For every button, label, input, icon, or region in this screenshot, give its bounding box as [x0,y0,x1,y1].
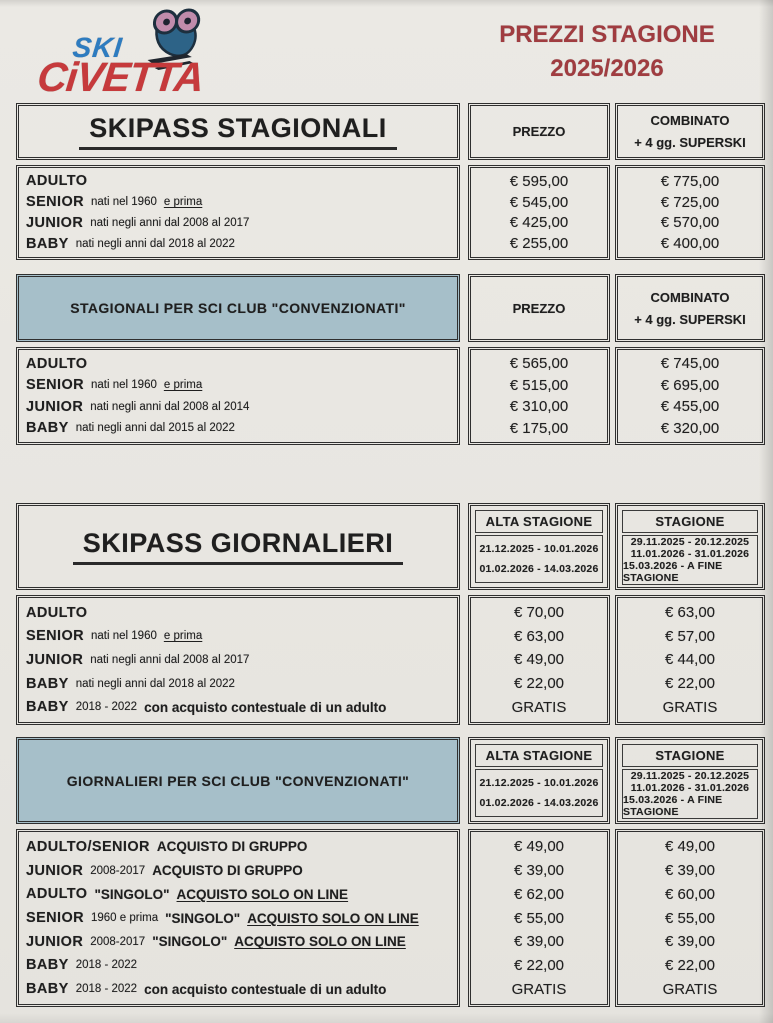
price-value: € 745,00 [660,355,720,373]
row-category: SENIOR [26,628,84,645]
row-note-strong: con acquisto contestuale di un adulto [144,699,387,715]
table-title-cell [16,274,460,342]
column-header-label: COMBINATO [650,289,730,305]
price-value: GRATIS [511,698,567,716]
alta-stagione-column [468,829,610,1007]
row-note-underline: e prima [163,379,203,392]
table-title-cell [16,103,460,160]
row-note: 2008-2017 [90,864,146,877]
price-value: € 320,00 [660,419,720,437]
column-header-label: COMBINATO [650,113,730,128]
price-value: € 175,00 [509,419,569,437]
price-value: € 400,00 [660,235,720,253]
price-value: GRATIS [511,980,567,998]
row-category: SENIOR [26,194,84,211]
season-dates [622,535,758,585]
table-body [16,829,766,1007]
date-range: 29.11.2025 - 20.12.2025 [630,536,750,548]
season-name: STAGIONE [622,510,758,533]
price-value: € 425,00 [509,214,569,232]
row-note: nati negli anni dal 2008 al 2017 [90,216,250,229]
row-category: BABY [26,420,69,437]
page-header [16,6,766,103]
row-category: SENIOR [26,910,84,927]
row-note-strong: con acquisto contestuale di un adulto [144,981,387,997]
price-value: € 44,00 [664,651,716,669]
price-value: € 570,00 [660,214,720,232]
row-category: ADULTO [26,886,88,903]
row-category: ADULTO [26,173,88,190]
price-value: € 39,00 [664,933,716,951]
row-note: 2018 - 2022 [75,701,138,714]
row-note: 2008-2017 [90,935,146,948]
column-header-label: PREZZO [512,124,566,139]
table-giornalieri-sci-club [16,737,766,1007]
price-value: € 565,00 [509,355,569,373]
price-value: € 515,00 [509,376,569,394]
column-header-stagione [615,737,765,824]
season-dates [622,769,758,819]
column-header-alta-stagione [468,503,610,590]
price-value: € 310,00 [509,398,569,416]
row-note: nati nel 1960 [91,196,157,209]
ski-civetta-logo [35,8,265,103]
row-note-strong: "SINGOLO" [165,910,241,926]
date-range: 01.02.2026 - 14.03.2026 [479,562,599,575]
table-header [16,274,766,342]
price-value: GRATIS [662,698,718,716]
row-note-strong: "SINGOLO" [94,886,170,902]
table-row [19,882,457,906]
row-note: 2018 - 2022 [75,983,138,996]
row-category: BABY [26,699,69,716]
table-header [16,103,766,160]
price-value: € 725,00 [660,193,720,211]
document-title-line2: 2025/2026 [550,54,664,82]
price-value: € 39,00 [513,862,565,880]
table-row [19,601,457,625]
price-value: € 22,00 [513,956,565,974]
table-row [19,213,457,234]
table-row [19,954,457,978]
table-row [19,233,457,254]
row-note: nati negli anni dal 2018 al 2022 [75,677,235,690]
price-value: € 70,00 [513,604,565,622]
date-range: 21.12.2025 - 10.01.2026 [479,543,599,556]
price-value: € 55,00 [513,909,565,927]
price-value: € 49,00 [513,838,565,856]
row-category: BABY [26,675,69,692]
price-value: € 63,00 [664,604,716,622]
table-row [19,695,457,719]
label-column [16,347,460,445]
table-title-cell [16,503,460,590]
logo-text-ski: SKI [71,32,125,63]
label-column [16,595,460,725]
table-title: SKIPASS STAGIONALI [79,113,397,150]
logo-text-civetta: CiVETTA [35,54,206,100]
table-row [19,353,457,375]
table-skipass-giornalieri [16,503,766,725]
column-header-alta-stagione [468,737,610,824]
row-note-underline: e prima [163,630,203,643]
column-header-sublabel: + 4 gg. SUPERSKI [634,135,746,150]
table-row [19,396,457,418]
row-note-strong: ACQUISTO DI GRUPPO [152,863,303,879]
season-name: ALTA STAGIONE [475,510,603,533]
price-value: € 57,00 [664,627,716,645]
table-stagionali-sci-club [16,274,766,445]
table-row [19,375,457,397]
table-row [19,859,457,883]
price-value: € 255,00 [509,235,569,253]
column-header-sublabel: + 4 gg. SUPERSKI [634,311,746,327]
table-header [16,503,766,590]
table-body [16,595,766,725]
price-value: € 39,00 [513,933,565,951]
column-header-combinato [615,274,765,342]
column-header-label: PREZZO [512,300,566,316]
season-dates [475,769,603,817]
price-value: € 22,00 [664,675,716,693]
price-value: € 595,00 [509,172,569,190]
price-value: € 39,00 [664,862,716,880]
season-name: STAGIONE [622,744,758,767]
stagione-column [615,829,765,1007]
season-name: ALTA STAGIONE [475,744,603,767]
row-note-strong: ACQUISTO DI GRUPPO [156,839,308,855]
date-range: 29.11.2025 - 20.12.2025 [630,770,750,782]
row-category: BABY [26,957,69,974]
row-category: JUNIOR [26,651,84,668]
row-category: ADULTO/SENIOR [26,838,150,855]
table-body [16,347,766,445]
row-note: nati nel 1960 [91,379,157,392]
price-value: € 545,00 [509,193,569,211]
row-note-strong: "SINGOLO" [152,934,228,950]
price-value: € 775,00 [660,172,720,190]
row-note-underline: e prima [163,196,203,209]
alta-stagione-column [468,595,610,725]
column-header-prezzo [468,274,610,342]
table-row [19,835,457,859]
stagione-column [615,595,765,725]
table-title: GIORNALIERI PER SCI CLUB "CONVENZIONATI" [66,772,410,789]
combinato-column [615,165,765,260]
price-value: € 55,00 [664,909,716,927]
price-value: € 63,00 [513,627,565,645]
row-note: nati negli anni dal 2008 al 2017 [90,653,250,666]
row-note: nati negli anni dal 2008 al 2014 [90,400,250,413]
table-row [19,192,457,213]
prezzo-column [468,165,610,260]
row-note-underline: ACQUISTO SOLO ON LINE [176,886,349,902]
table-row [19,171,457,192]
row-note-underline: ACQUISTO SOLO ON LINE [247,910,419,926]
season-dates [475,535,603,583]
row-category: SENIOR [26,377,84,394]
price-value: € 62,00 [513,885,565,903]
table-row [19,977,457,1001]
column-header-stagione [615,503,765,590]
row-category: JUNIOR [26,933,84,950]
row-note-underline: ACQUISTO SOLO ON LINE [234,934,406,950]
price-value: € 49,00 [664,838,716,856]
date-range: 15.03.2026 - A FINE STAGIONE [623,560,723,584]
row-category: ADULTO [26,355,88,372]
table-row [19,906,457,930]
row-category: JUNIOR [26,214,84,231]
table-row [19,625,457,649]
price-value: GRATIS [662,980,718,998]
table-row [19,930,457,954]
price-value: € 22,00 [664,956,716,974]
date-range: 21.12.2025 - 10.01.2026 [479,777,599,790]
row-category: BABY [26,981,69,998]
table-title: STAGIONALI PER SCI CLUB "CONVENZIONATI" [70,300,406,316]
row-note: nati negli anni dal 2018 al 2022 [75,237,235,250]
price-value: € 22,00 [513,675,565,693]
label-column [16,829,460,1007]
column-header-combinato [615,103,765,160]
table-row [19,418,457,440]
date-range: 15.03.2026 - A FINE STAGIONE [623,794,723,818]
date-range: 11.01.2026 - 31.01.2026 [630,548,750,560]
row-category: JUNIOR [26,862,84,879]
label-column [16,165,460,260]
row-category: JUNIOR [26,398,84,415]
prezzo-column [468,347,610,445]
table-skipass-stagionali [16,103,766,260]
table-row [19,648,457,672]
table-row [19,672,457,696]
document-title-line1: PREZZI STAGIONE [499,21,715,48]
combinato-column [615,347,765,445]
table-header [16,737,766,824]
column-header-prezzo [468,103,610,160]
row-category: ADULTO [26,604,88,621]
row-category: BABY [26,235,69,252]
table-title-cell [16,737,460,824]
price-value: € 49,00 [513,651,565,669]
date-range: 01.02.2026 - 14.03.2026 [479,796,599,809]
row-note: nati nel 1960 [91,630,157,643]
row-note: 2018 - 2022 [75,959,138,972]
document-title [462,18,752,85]
table-body [16,165,766,260]
price-value: € 695,00 [660,376,720,394]
date-range: 11.01.2026 - 31.01.2026 [630,782,750,794]
row-note: nati negli anni dal 2015 al 2022 [75,422,235,435]
row-note: 1960 e prima [91,912,159,925]
table-title: SKIPASS GIORNALIERI [73,528,404,565]
price-value: € 60,00 [664,885,716,903]
price-value: € 455,00 [660,398,720,416]
